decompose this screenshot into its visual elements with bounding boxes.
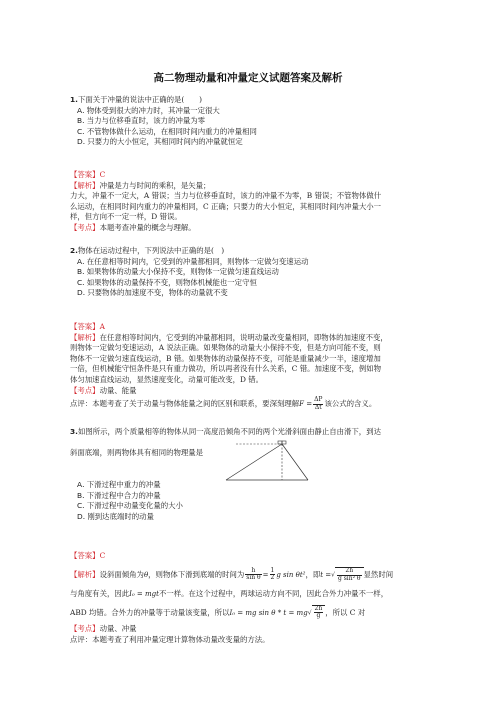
block-left (278, 441, 282, 444)
sqrt-expression: √ $\frac{2h}{\text{g sin² θ}}$ (331, 567, 363, 583)
sqrt-expression: √ $\frac{2h}{g}$ (308, 605, 326, 621)
question-2-option-b: B. 如果物体的动量大小保持不变，则物体一定做匀速直线运动 (77, 267, 279, 277)
question-3-option-b: B. 下滑过程中合力的冲量 (77, 490, 161, 500)
answer-2-analysis-line: 体匀加速直线运动，显然速度变化，动量可能改变，D 错。 (70, 374, 264, 384)
fraction: $\frac{h}{\text{sin θ}}$ (246, 566, 261, 582)
question-1-stem: 1.下面关于冲量的说法中正确的是( ) (70, 95, 202, 104)
answer-3 (70, 549, 442, 645)
question-3-stem-line2: 斜面底端，则两物体具有相同的物理量是 (70, 447, 204, 457)
inclined-planes-diagram (224, 440, 310, 482)
answer-3-analysis-line2: 与角度有关，因此I₀ = mgt不一样。在这个过程中，两球运动方向不同，因此合外力冲量不一样， (70, 588, 389, 598)
answer-1-point: 【考点】本题考查冲量的概念与理解。 (70, 222, 196, 232)
answer-1-answer: 【答案】C (70, 170, 106, 179)
answer-1-analysis: 【解析】冲量是力与时间的乘积，是矢量； (70, 180, 211, 190)
question-3-option-d: D. 刚到达底端时的动量 (77, 511, 154, 521)
question-1-option-c: C. 不管物体做什么运动，在相同时间内重力的冲量相同 (77, 126, 257, 136)
fraction: $\frac{2h}{\text{g sin² θ}}$ (337, 567, 361, 582)
question-1 (70, 95, 430, 148)
answer-3-review: 点评：本题考查了利用冲量定理计算物体动量改变量的方法。 (70, 635, 270, 644)
fraction: $\frac{1}{2}$ (270, 566, 275, 582)
question-2-option-c: C. 如果物体的动量保持不变，则物体机械能也一定守恒 (77, 277, 257, 287)
question-1-option-b: B. 当力与位移垂直时，该力的冲量为零 (77, 116, 206, 126)
answer-3-analysis-line3: ABD 均错。合外力的冲量等于动量该变量，所以I₀ = mg sin θ * t = mg√ $\frac{2h}{g}$ ，所以 C 对 (70, 604, 366, 619)
answer-2-review: 点评：本题考查了关于动量与物体能量之间的区别和联系，要深刻理解F = $\frac{\Delta P}{\Delta t}$ 该公式的含义。 (70, 396, 377, 411)
fraction: $\frac{\Delta P}{\Delta t}$ (314, 396, 323, 411)
question-2-stem: 2.物体在运动过程中，下列说法中正确的是( ) (70, 246, 225, 255)
answer-1-analysis-line: 力大，冲量不一定大，A 错误；当力与位移垂直时，该力的冲量不为零，B 错误；不管物体做什 (70, 191, 382, 201)
question-3-stem: 3.如图所示，两个质量相等的物体从同一高度沿倾角不同的两个光滑斜面由静止自由滑下，到达 (70, 427, 381, 436)
incline-left (226, 444, 282, 480)
answer-2 (70, 322, 436, 411)
block-right (282, 441, 286, 444)
answer-2-answer: 【答案】A (70, 322, 105, 331)
answer-1-analysis-line: 么运动，在相同时间内重力的冲量相同，C 正确；只要力的大小恒定，其相同时间内冲量大小一 (70, 201, 382, 211)
answer-2-analysis-line: 一倍，但机械能守恒条件是只有重力做功，所以再者没有什么关系，C 错。加速度不变，例如物 (70, 364, 382, 374)
question-1-option-a: A. 物体受到很大的冲力时，其冲量一定很大 (77, 105, 220, 115)
answer-3-point: 【考点】动量、冲量 (70, 624, 137, 633)
answer-2-analysis-line: 则物体一定做匀变速运动，A 说法正确。如果物体的动量大小保持不变，但是方向可能不变，则 (70, 343, 381, 353)
answer-1-analysis-line: 样，但方向不一定一样，D 错误。 (70, 212, 182, 222)
incline-right (282, 444, 308, 480)
answer-3-analysis-line1: 【解析】设斜面倾角为θ，则物体下滑到底端的时间为 $\frac{h}{\text{sin θ}}$ = $\frac{1}{2}$ g sin θt²，即t =√ $\frac{2h}{\text{g sin² θ}}$ 显然时间 (70, 566, 394, 582)
question-3-option-a: A. 下滑过程中重力的冲量 (77, 480, 161, 490)
answer-2-analysis: 【解析】在任意相等时间内，它受到的冲量都相同，说明动量改变量相同，即物体的加速度不变， (70, 332, 388, 342)
question-3-option-c: C. 下滑过程中动量变化量的大小 (77, 501, 183, 511)
question-1-option-d: D. 只要力的大小恒定，其相同时间内的冲量就恒定 (77, 137, 243, 147)
answer-1 (70, 170, 436, 234)
answer-2-analysis-line: 物体不一定做匀速直线运动，B 错。如果物体的动量保持不变，可能是重量减少一半，速度增加 (70, 353, 381, 363)
fraction: $\frac{2h}{g}$ (314, 604, 323, 619)
answer-3-answer: 【答案】C (70, 551, 106, 560)
question-2 (70, 246, 430, 299)
question-2-option-d: D. 只要物体的加速度不变，物体的动量就不变 (77, 288, 228, 298)
page-title: 高二物理动量和冲量定义试题答案及解析 (153, 72, 343, 84)
answer-2-point: 【考点】动量、能量 (70, 385, 137, 395)
formula-text: F = (299, 400, 313, 409)
question-2-option-a: A. 在任意相等时间内，它受到的冲量都相同，则物体一定做匀变速运动 (77, 256, 309, 266)
